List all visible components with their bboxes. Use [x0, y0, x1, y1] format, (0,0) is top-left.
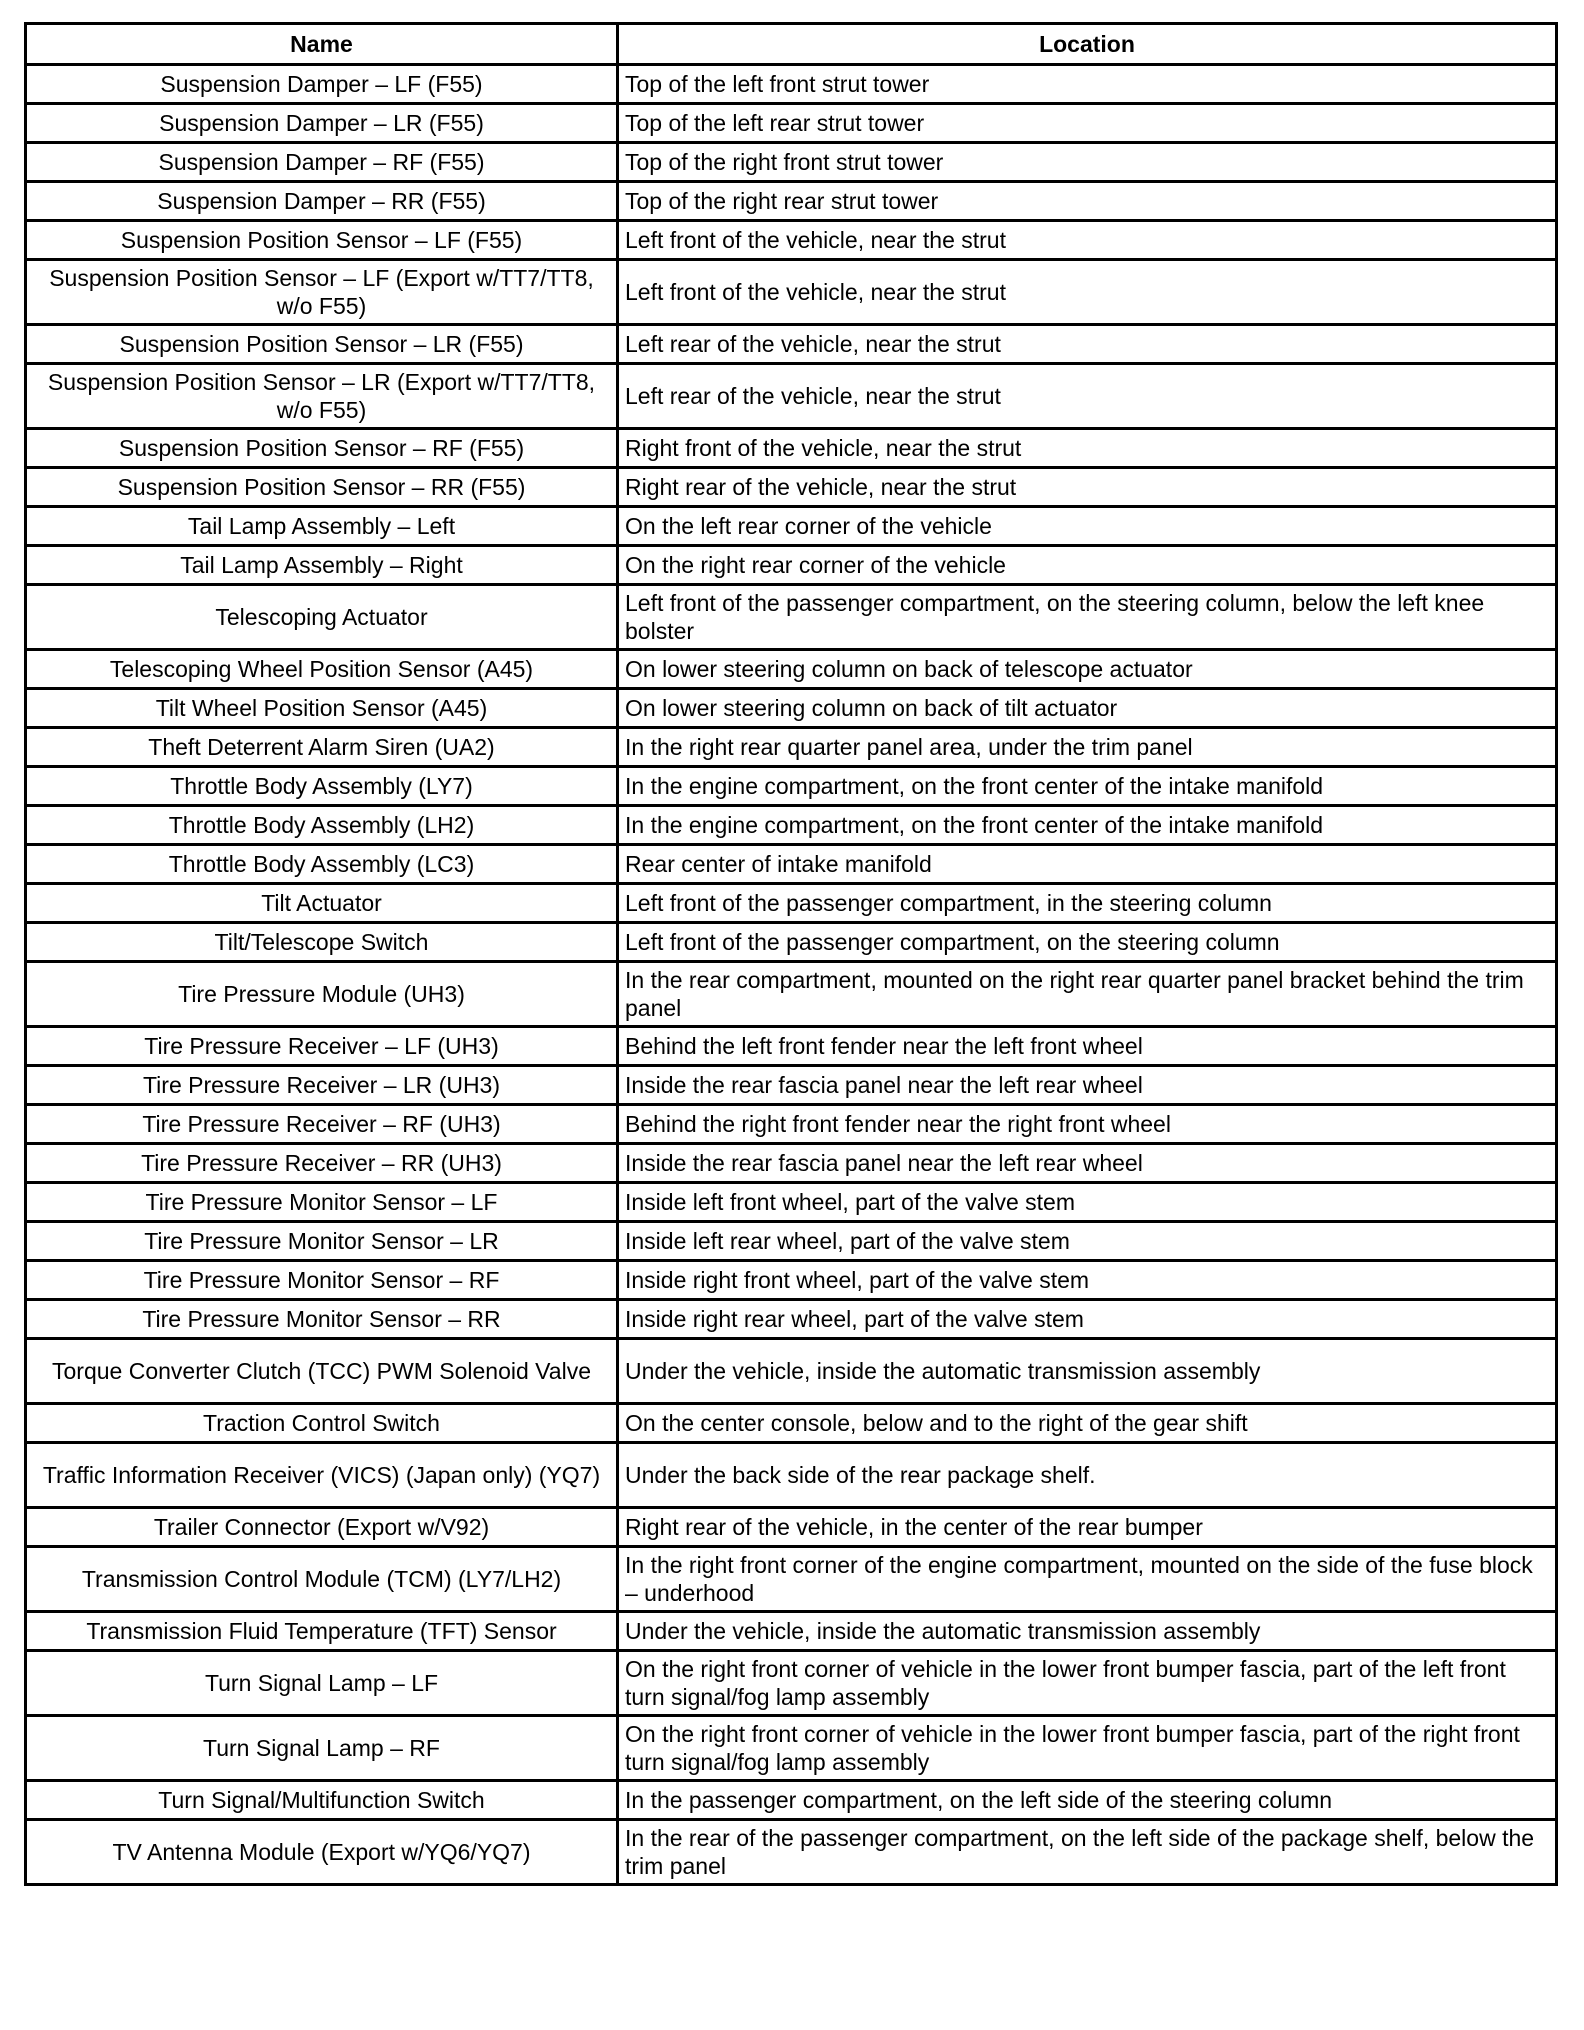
component-location-cell: Inside the rear fascia panel near the left rear wheel — [618, 1066, 1557, 1105]
component-name-cell: Suspension Position Sensor – RF (F55) — [26, 429, 618, 468]
table-row — [26, 325, 1557, 364]
component-name-cell: Tire Pressure Receiver – RR (UH3) — [26, 1144, 618, 1183]
table-row — [26, 1781, 1557, 1820]
component-location-cell: On lower steering column on back of tilt actuator — [618, 689, 1557, 728]
table-row — [26, 845, 1557, 884]
component-name-cell: Tire Pressure Monitor Sensor – RF — [26, 1261, 618, 1300]
component-location-cell: Behind the right front fender near the right front wheel — [618, 1105, 1557, 1144]
table-row — [26, 1443, 1557, 1508]
component-name-cell: TV Antenna Module (Export w/YQ6/YQ7) — [26, 1820, 618, 1885]
component-name-cell: Traffic Information Receiver (VICS) (Japan only) (YQ7) — [26, 1443, 618, 1508]
component-name-cell: Tire Pressure Module (UH3) — [26, 962, 618, 1027]
component-location-cell: Left front of the passenger compartment, in the steering column — [618, 884, 1557, 923]
table-row — [26, 429, 1557, 468]
component-name-cell: Suspension Position Sensor – LR (Export w/TT7/TT8, w/o F55) — [26, 364, 618, 429]
component-name-cell: Tire Pressure Monitor Sensor – RR — [26, 1300, 618, 1339]
component-location-cell: Left front of the vehicle, near the strut — [618, 221, 1557, 260]
component-name-cell: Telescoping Actuator — [26, 585, 618, 650]
component-name-cell: Torque Converter Clutch (TCC) PWM Solenoid Valve — [26, 1339, 618, 1404]
component-name-cell: Turn Signal/Multifunction Switch — [26, 1781, 618, 1820]
component-name-cell: Suspension Position Sensor – LF (F55) — [26, 221, 618, 260]
component-location-cell: On lower steering column on back of telescope actuator — [618, 650, 1557, 689]
component-name-cell: Throttle Body Assembly (LC3) — [26, 845, 618, 884]
table-row — [26, 1651, 1557, 1716]
component-name-cell: Suspension Damper – RR (F55) — [26, 182, 618, 221]
table-row — [26, 260, 1557, 325]
component-name-cell: Suspension Damper – LR (F55) — [26, 104, 618, 143]
component-location-cell: Left front of the passenger compartment, on the steering column, below the left knee bolster — [618, 585, 1557, 650]
component-location-cell: In the engine compartment, on the front center of the intake manifold — [618, 767, 1557, 806]
component-name-cell: Throttle Body Assembly (LH2) — [26, 806, 618, 845]
component-location-cell: On the right rear corner of the vehicle — [618, 546, 1557, 585]
component-location-cell: In the passenger compartment, on the left side of the steering column — [618, 1781, 1557, 1820]
component-location-cell: Under the vehicle, inside the automatic transmission assembly — [618, 1612, 1557, 1651]
component-name-cell: Tire Pressure Monitor Sensor – LF — [26, 1183, 618, 1222]
table-row — [26, 923, 1557, 962]
component-location-cell: On the right front corner of vehicle in the lower front bumper fascia, part of the right front turn signal/fog lamp assembly — [618, 1716, 1557, 1781]
component-name-cell: Suspension Position Sensor – LR (F55) — [26, 325, 618, 364]
component-location-cell: Top of the left front strut tower — [618, 65, 1557, 104]
component-location-cell: Top of the left rear strut tower — [618, 104, 1557, 143]
component-location-cell: Inside left front wheel, part of the valve stem — [618, 1183, 1557, 1222]
table-row — [26, 1820, 1557, 1885]
component-name-cell: Tail Lamp Assembly – Right — [26, 546, 618, 585]
component-location-cell: On the right front corner of vehicle in the lower front bumper fascia, part of the left front turn signal/fog lamp assembly — [618, 1651, 1557, 1716]
component-location-cell: In the right front corner of the engine compartment, mounted on the side of the fuse block – underhood — [618, 1547, 1557, 1612]
table-row — [26, 1261, 1557, 1300]
component-name-cell: Telescoping Wheel Position Sensor (A45) — [26, 650, 618, 689]
component-name-cell: Tilt Wheel Position Sensor (A45) — [26, 689, 618, 728]
component-location-cell: Right front of the vehicle, near the strut — [618, 429, 1557, 468]
location-column-header: Location — [618, 24, 1557, 65]
table-row — [26, 65, 1557, 104]
component-name-cell: Suspension Damper – LF (F55) — [26, 65, 618, 104]
table-row — [26, 1339, 1557, 1404]
component-location-cell: Inside right rear wheel, part of the valve stem — [618, 1300, 1557, 1339]
component-name-cell: Trailer Connector (Export w/V92) — [26, 1508, 618, 1547]
component-location-cell: Inside right front wheel, part of the valve stem — [618, 1261, 1557, 1300]
component-name-cell: Traction Control Switch — [26, 1404, 618, 1443]
table-row — [26, 1404, 1557, 1443]
table-row — [26, 1612, 1557, 1651]
component-location-cell: Right rear of the vehicle, near the strut — [618, 468, 1557, 507]
table-row — [26, 182, 1557, 221]
table-row — [26, 884, 1557, 923]
component-location-cell: In the rear of the passenger compartment, on the left side of the package shelf, below the trim panel — [618, 1820, 1557, 1885]
component-location-cell: On the left rear corner of the vehicle — [618, 507, 1557, 546]
table-row — [26, 806, 1557, 845]
table-row — [26, 143, 1557, 182]
table-row — [26, 546, 1557, 585]
table-row — [26, 767, 1557, 806]
table-row — [26, 104, 1557, 143]
table-row — [26, 507, 1557, 546]
component-name-cell: Throttle Body Assembly (LY7) — [26, 767, 618, 806]
table-row — [26, 1027, 1557, 1066]
table-row — [26, 1547, 1557, 1612]
component-name-cell: Tire Pressure Monitor Sensor – LR — [26, 1222, 618, 1261]
component-location-table — [24, 22, 1558, 1886]
component-name-cell: Theft Deterrent Alarm Siren (UA2) — [26, 728, 618, 767]
table-row — [26, 962, 1557, 1027]
table-row — [26, 1300, 1557, 1339]
table-body — [26, 65, 1557, 1885]
component-location-cell: Right rear of the vehicle, in the center of the rear bumper — [618, 1508, 1557, 1547]
table-row — [26, 1183, 1557, 1222]
component-location-cell: Under the vehicle, inside the automatic transmission assembly — [618, 1339, 1557, 1404]
table-row — [26, 1105, 1557, 1144]
component-location-cell: Behind the left front fender near the left front wheel — [618, 1027, 1557, 1066]
table-row — [26, 1716, 1557, 1781]
table-row — [26, 468, 1557, 507]
component-location-cell: Left rear of the vehicle, near the strut — [618, 325, 1557, 364]
name-column-header: Name — [26, 24, 618, 65]
component-location-cell: Inside the rear fascia panel near the left rear wheel — [618, 1144, 1557, 1183]
component-location-cell: In the rear compartment, mounted on the right rear quarter panel bracket behind the trim panel — [618, 962, 1557, 1027]
component-location-cell: On the center console, below and to the right of the gear shift — [618, 1404, 1557, 1443]
component-name-cell: Suspension Damper – RF (F55) — [26, 143, 618, 182]
component-name-cell: Transmission Control Module (TCM) (LY7/LH2) — [26, 1547, 618, 1612]
table-row — [26, 689, 1557, 728]
component-location-cell: Left front of the passenger compartment, on the steering column — [618, 923, 1557, 962]
component-location-cell: In the right rear quarter panel area, under the trim panel — [618, 728, 1557, 767]
component-name-cell: Tire Pressure Receiver – LF (UH3) — [26, 1027, 618, 1066]
header-row — [26, 24, 1557, 65]
component-name-cell: Tilt Actuator — [26, 884, 618, 923]
component-location-cell: In the engine compartment, on the front center of the intake manifold — [618, 806, 1557, 845]
table-row — [26, 585, 1557, 650]
component-location-cell: Left front of the vehicle, near the strut — [618, 260, 1557, 325]
table-row — [26, 650, 1557, 689]
table-row — [26, 1222, 1557, 1261]
component-location-cell: Top of the right front strut tower — [618, 143, 1557, 182]
component-name-cell: Transmission Fluid Temperature (TFT) Sensor — [26, 1612, 618, 1651]
component-location-cell: Under the back side of the rear package shelf. — [618, 1443, 1557, 1508]
component-location-cell: Left rear of the vehicle, near the strut — [618, 364, 1557, 429]
component-location-cell: Rear center of intake manifold — [618, 845, 1557, 884]
table-row — [26, 1144, 1557, 1183]
table-row — [26, 221, 1557, 260]
table-row — [26, 364, 1557, 429]
component-name-cell: Tire Pressure Receiver – RF (UH3) — [26, 1105, 618, 1144]
component-name-cell: Suspension Position Sensor – LF (Export w/TT7/TT8, w/o F55) — [26, 260, 618, 325]
component-name-cell: Tire Pressure Receiver – LR (UH3) — [26, 1066, 618, 1105]
table-row — [26, 728, 1557, 767]
table-row — [26, 1066, 1557, 1105]
component-name-cell: Turn Signal Lamp – RF — [26, 1716, 618, 1781]
table-row — [26, 1508, 1557, 1547]
component-name-cell: Suspension Position Sensor – RR (F55) — [26, 468, 618, 507]
component-location-cell: Inside left rear wheel, part of the valve stem — [618, 1222, 1557, 1261]
component-name-cell: Tail Lamp Assembly – Left — [26, 507, 618, 546]
component-name-cell: Tilt/Telescope Switch — [26, 923, 618, 962]
component-name-cell: Turn Signal Lamp – LF — [26, 1651, 618, 1716]
component-location-cell: Top of the right rear strut tower — [618, 182, 1557, 221]
